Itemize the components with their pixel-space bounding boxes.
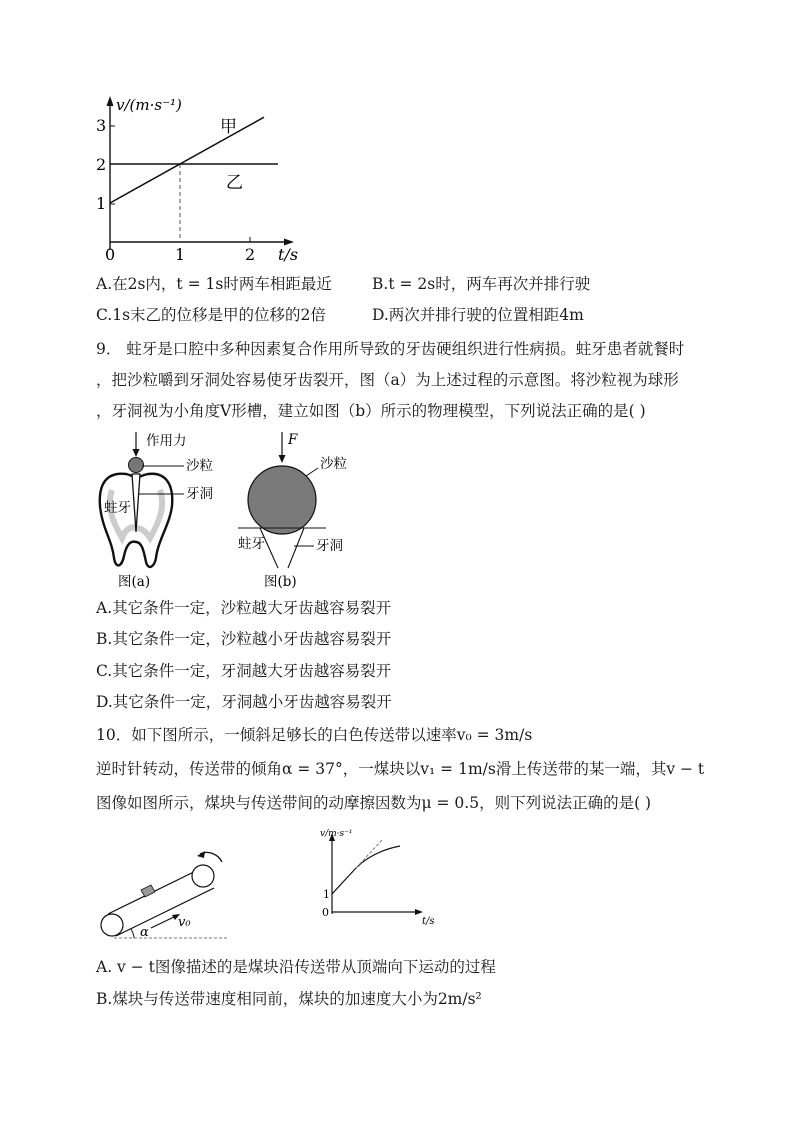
y-axis-label: v/(m·s⁻¹) bbox=[116, 96, 182, 114]
q10-stem-line-1: 10．如下图所示，一倾斜足够长的白色传送带以速率v₀ = 3m/s bbox=[96, 726, 533, 744]
q9-figure-a bbox=[92, 428, 232, 592]
belt-bottom-edge bbox=[116, 888, 214, 936]
hole-label: 牙洞 bbox=[316, 538, 343, 554]
figure-b-caption: 图(b) bbox=[264, 574, 297, 590]
x-tick-label-2: 2 bbox=[245, 245, 256, 264]
q10-belt-figure bbox=[96, 844, 236, 944]
force-arrow-head bbox=[133, 449, 140, 457]
rotation-arrow-head bbox=[197, 851, 205, 858]
x-axis-arrow bbox=[415, 909, 423, 915]
q9-stem-line-2: ，把沙粒嚼到牙洞处容易使牙齿裂开，图（a）为上述过程的示意图。将沙粒视为球形 bbox=[96, 371, 679, 389]
tooth-label: 蛀牙 bbox=[104, 500, 131, 516]
figure-a-caption: 图(a) bbox=[118, 574, 151, 590]
x-tick-label-0: 0 bbox=[105, 245, 116, 264]
belt-top-edge bbox=[108, 866, 206, 914]
x-tick-label-1: 1 bbox=[175, 245, 186, 264]
lower-roller bbox=[101, 914, 123, 936]
hole-label: 牙洞 bbox=[186, 486, 213, 502]
y-axis-arrow bbox=[107, 96, 114, 106]
v0-label: v₀ bbox=[178, 915, 191, 930]
y-tick-label-3: 3 bbox=[96, 116, 107, 135]
alpha-label: α bbox=[140, 925, 149, 940]
q8-option-b: B.t = 2s时，两车再次并排行驶 bbox=[372, 275, 591, 293]
q9-figure-b bbox=[232, 428, 372, 592]
force-arrow-head bbox=[279, 455, 286, 463]
force-label: F bbox=[288, 432, 298, 448]
q9-option-a: A.其它条件一定，沙粒越大牙齿越容易裂开 bbox=[96, 599, 392, 617]
tooth-label: 蛀牙 bbox=[238, 536, 265, 552]
q8-option-a: A.在2s内，t = 1s时两车相距最近 bbox=[96, 275, 332, 293]
q10-stem-line-3: 图像如图所示，煤块与传送带间的动摩擦因数为μ = 0.5，则下列说法正确的是( ) bbox=[96, 794, 652, 812]
q9-option-c: C.其它条件一定，牙洞越大牙齿越容易裂开 bbox=[96, 662, 392, 680]
sand-sphere bbox=[248, 466, 316, 534]
q10-option-b: B.煤块与传送带速度相同前，煤块的加速度大小为2m/s² bbox=[96, 990, 482, 1008]
y-tick-label-1: 1 bbox=[96, 194, 107, 213]
q9-stem-line-1: 9． 蛀牙是口腔中多种因素复合作用所导致的牙齿硬组织进行性病损。蛀牙患者就餐时 bbox=[96, 340, 685, 358]
q9-option-d: D.其它条件一定，牙洞越小牙齿越容易裂开 bbox=[96, 693, 392, 711]
v0-arrow-shaft bbox=[151, 916, 176, 928]
x-axis-label: t/s bbox=[278, 245, 299, 264]
y-axis-label: v/m·s⁻¹ bbox=[320, 829, 353, 839]
q10-vt-figure bbox=[312, 826, 452, 930]
q8-vt-chart bbox=[88, 92, 303, 268]
q10-stem-line-2: 逆时针转动，传送带的倾角α = 37°，一煤块以v₁ = 1m/s滑上传送带的某一端，其v − t bbox=[96, 760, 705, 778]
q9-option-b: B.其它条件一定，沙粒越小牙齿越容易裂开 bbox=[96, 630, 392, 648]
sand-leader bbox=[306, 468, 318, 476]
sand-label: 沙粒 bbox=[320, 456, 347, 472]
vt-curve bbox=[332, 846, 400, 894]
tangent-dashed bbox=[356, 840, 382, 868]
tick-0-label: 0 bbox=[322, 906, 329, 919]
q8-option-d: D.两次并排行驶的位置相距4m bbox=[372, 306, 584, 324]
coal-block bbox=[141, 885, 155, 897]
upper-roller bbox=[192, 865, 214, 887]
x-axis-label: t/s bbox=[422, 916, 435, 927]
tick-1-label: 1 bbox=[323, 888, 330, 901]
y-tick-label-2: 2 bbox=[96, 155, 107, 174]
force-label: 作用力 bbox=[146, 433, 187, 449]
angle-arc bbox=[131, 929, 134, 938]
groove-right-wall bbox=[288, 528, 304, 568]
q8-option-c: C.1s末乙的位移是甲的位移的2倍 bbox=[96, 306, 326, 324]
series-yi-label: 乙 bbox=[226, 173, 243, 193]
q9-stem-line-3: ，牙洞视为小角度V形槽，建立如图（b）所示的物理模型，下列说法正确的是( ) bbox=[96, 402, 646, 420]
series-jia-label: 甲 bbox=[220, 117, 237, 137]
sand-grain bbox=[129, 458, 144, 473]
q10-option-a: A. v − t图像描述的是煤块沿传送带从顶端向下运动的过程 bbox=[96, 958, 496, 976]
sand-label: 沙粒 bbox=[186, 458, 213, 474]
